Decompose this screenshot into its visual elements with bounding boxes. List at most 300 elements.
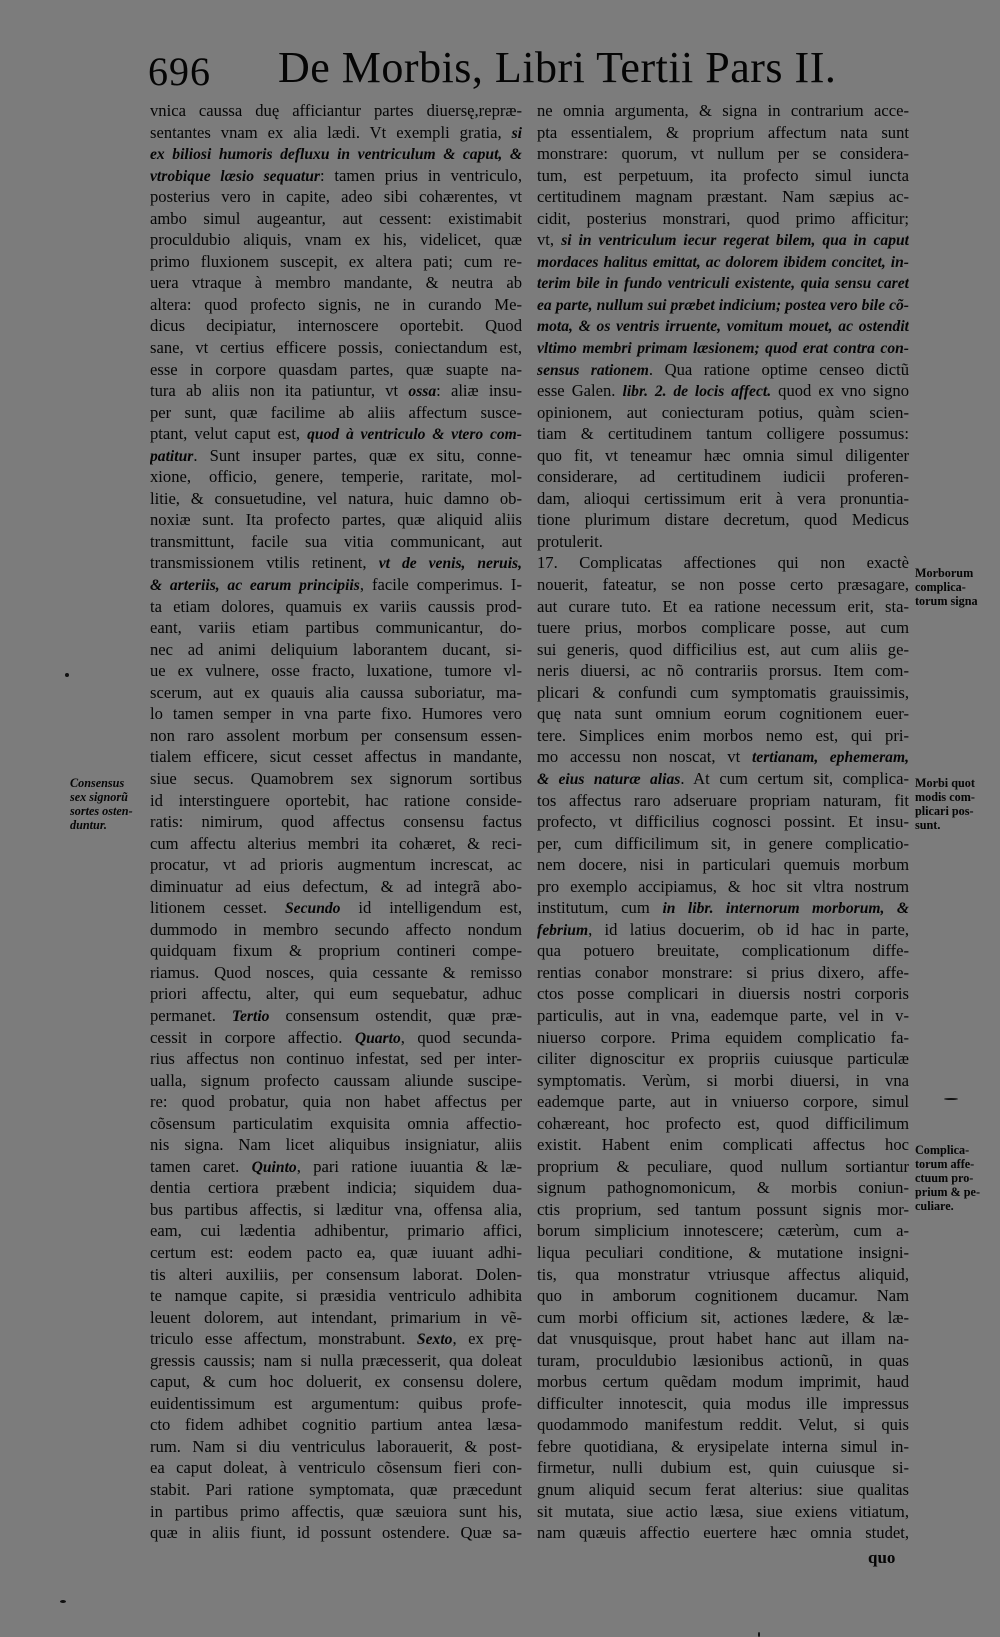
- text-segment: ptant, velut caput est,: [150, 424, 308, 444]
- text-line: [537, 1457, 909, 1479]
- left-column: [150, 100, 522, 1544]
- text-line: [537, 1134, 909, 1156]
- text-segment: tione plurimum distare decretum, quod Medicus: [537, 510, 909, 530]
- text-line: [150, 1501, 522, 1523]
- text-segment: & eius naturæ alias: [537, 770, 681, 788]
- text-line: [150, 1091, 522, 1113]
- margin-note-line: sortes osten-: [70, 804, 133, 818]
- text-segment: xione, officio, genere, temperie, raritate, mol-: [150, 467, 522, 487]
- text-line: [537, 359, 909, 381]
- text-segment: ta etiam dolores, quamuis ex variis caussis prod-: [150, 596, 522, 616]
- text-line: [150, 186, 522, 208]
- text-segment: transmittunt, facile sua vitia communicant, aut: [150, 531, 522, 551]
- text-line: [537, 1522, 909, 1544]
- text-segment: ctis proprium, sed tantum possunt signis mor-: [537, 1199, 909, 1219]
- text-segment: dummodo in membro secundo affecto nondum: [150, 919, 522, 939]
- text-segment: , quod secunda-: [400, 1027, 522, 1047]
- text-segment: Quarto: [354, 1029, 401, 1047]
- text-line: [150, 811, 522, 833]
- text-segment: ctos posse complicari in diuersis nostri corporis: [537, 984, 909, 1004]
- text-line: [537, 488, 909, 510]
- text-segment: cohæreant, hoc profecto est, quod difficilimum: [537, 1113, 909, 1133]
- text-segment: monstrare: quorum, vt nullum per se considera-: [537, 144, 909, 164]
- text-line: [537, 703, 909, 725]
- text-segment: vltimo membri primam læsionem; quod erat contra con-: [537, 340, 909, 358]
- text-segment: vtrobique læsio sequatur: [150, 167, 320, 185]
- text-line: [537, 208, 909, 230]
- text-line: [150, 596, 522, 618]
- text-segment: siue secus. Quamobrem sex signorum sortibus: [150, 768, 522, 788]
- text-segment: non raro assolent morbum per consensum essen-: [150, 725, 522, 745]
- text-segment: . At cum certum sit, complica-: [680, 768, 909, 788]
- text-segment: tum, est perpetuum, ita profecto simul iuncta: [537, 165, 909, 185]
- text-segment: tialem efficere, sicut cesset affectus in mandante,: [150, 747, 522, 767]
- margin-note-consensus: [70, 776, 150, 832]
- text-line: [150, 552, 522, 574]
- text-segment: febre quotidiana, & erysipelate interna simul in-: [537, 1436, 909, 1456]
- text-segment: pta essentialem, & proprium affectum nata sunt: [537, 122, 909, 142]
- text-segment: consensum ostendit, quæ præ-: [269, 1005, 522, 1025]
- text-line: [537, 531, 909, 553]
- text-line: [537, 294, 909, 316]
- text-line: [537, 100, 909, 122]
- text-line: [537, 1199, 909, 1221]
- text-line: [537, 509, 909, 531]
- text-line: [537, 768, 909, 790]
- text-line: [150, 639, 522, 661]
- text-line: [537, 746, 909, 768]
- margin-note-line: Consensus: [70, 776, 125, 790]
- text-line: [150, 617, 522, 639]
- text-line: [537, 596, 909, 618]
- text-line: [150, 660, 522, 682]
- margin-note-line: Morborum: [915, 566, 974, 580]
- text-segment: quidquam fixum & proprium contineri compe-: [150, 941, 522, 961]
- margin-note-line: modis com-: [915, 790, 975, 804]
- text-segment: permanet.: [150, 1005, 232, 1025]
- text-line: [150, 208, 522, 230]
- text-segment: transmissionem vtilis retinent,: [150, 553, 379, 573]
- text-segment: vnica caussa duę afficiantur partes diuersę,repræ-: [150, 101, 522, 120]
- text-segment: , ex prę-: [452, 1329, 522, 1349]
- text-segment: sane, vt certius efficere possis, coniectandum est,: [150, 338, 522, 358]
- text-segment: , facile comperimus. I-: [359, 575, 522, 595]
- text-line: [150, 1156, 522, 1178]
- text-segment: vt,: [537, 230, 562, 250]
- text-line: [537, 143, 909, 165]
- text-segment: ratis: nimirum, quod affectus consensu factus: [150, 812, 522, 832]
- margin-note-line: duntur.: [70, 818, 107, 832]
- text-line: [150, 380, 522, 402]
- text-segment: sui generis, quod difficilius est, aut cum aliis ge-: [537, 639, 909, 659]
- text-line: [150, 983, 522, 1005]
- text-line: [150, 1479, 522, 1501]
- text-line: [150, 1027, 522, 1049]
- text-segment: , id latius docuerim, ob id hac in parte,: [588, 919, 909, 939]
- text-segment: cessit in corpore affectio.: [150, 1027, 355, 1047]
- text-line: [537, 574, 909, 596]
- text-segment: ciliter dignoscitur ex propriis cuiusque particulæ: [537, 1049, 909, 1069]
- text-segment: quæ in aliis fiunt, id possunt ostendere. Quæ sa-: [150, 1523, 522, 1543]
- text-segment: certitudinem magnam præstant. Nam sæpius ac-: [537, 187, 909, 207]
- text-line: [150, 509, 522, 531]
- text-line: [150, 703, 522, 725]
- text-line: [150, 790, 522, 812]
- text-line: [150, 337, 522, 359]
- text-line: [537, 229, 909, 251]
- text-segment: gressis caussis; nam si nulla præcesserit, qua doleat: [150, 1350, 522, 1370]
- text-line: [150, 919, 522, 941]
- ink-speck: [944, 1098, 958, 1100]
- text-segment: altera: quod profecto signis, ne in curando Me-: [150, 294, 522, 314]
- text-segment: & arteriis, ac earum principiis: [150, 577, 360, 595]
- text-segment: quo fit, vt teneamur hæc omnia simul diligenter: [537, 445, 909, 465]
- text-line: [537, 1156, 909, 1178]
- text-segment: diminuatur ad eius defectum, & ad integrã abo-: [150, 876, 522, 896]
- text-line: [150, 682, 522, 704]
- text-segment: rentias conabor monstrare: si prius dixero, affe-: [537, 962, 909, 982]
- text-segment: priori affectu, alter, qui eum sequebatur, adhuc: [150, 984, 522, 1004]
- text-line: [537, 445, 909, 467]
- text-line: [150, 1199, 522, 1221]
- text-segment: gnum aliquid secum ferat alterius: siue qualitas: [537, 1480, 909, 1499]
- text-segment: eam, cui lædentia adhibentur, primario affici,: [150, 1221, 522, 1241]
- text-segment: caput, & cum hoc doluerit, ex consensu dolere,: [150, 1372, 522, 1392]
- text-segment: patitur: [150, 447, 194, 465]
- margin-note-morbi-quot: [915, 776, 997, 832]
- text-segment: difficulter innotescit, quia modus ille impressus: [537, 1393, 909, 1413]
- text-line: [150, 466, 522, 488]
- text-line: [537, 617, 909, 639]
- text-line: [150, 1393, 522, 1415]
- text-line: [150, 1436, 522, 1458]
- text-line: [150, 1350, 522, 1372]
- text-segment: quę nata sunt omnium eorum cognitionem euer-: [537, 704, 909, 724]
- text-segment: per sunt, quæ facilime ab aliis affectum susce-: [150, 402, 522, 422]
- text-segment: cum affectu alterius membri ita cohæret, & reci-: [150, 833, 522, 853]
- text-line: [150, 122, 522, 144]
- text-segment: Sexto: [416, 1331, 453, 1349]
- text-line: [537, 660, 909, 682]
- text-line: [537, 1242, 909, 1264]
- text-line: [150, 1070, 522, 1092]
- text-segment: : tamen prius in ventriculo,: [319, 165, 522, 185]
- text-line: [150, 1048, 522, 1070]
- ink-speck: [60, 1600, 66, 1603]
- text-segment: libr. 2. de locis affect.: [622, 383, 772, 401]
- text-segment: ossa: [408, 383, 437, 401]
- text-line: [537, 272, 909, 294]
- text-segment: noxiæ sunt. Ita profecto partes, quæ aliquid aliis: [150, 510, 522, 530]
- text-segment: Tertio: [231, 1007, 270, 1025]
- text-line: [537, 1027, 909, 1049]
- text-segment: Secundo: [285, 900, 341, 918]
- text-line: [537, 1479, 909, 1501]
- text-line: [537, 1177, 909, 1199]
- text-line: [150, 833, 522, 855]
- text-line: [537, 1113, 909, 1135]
- page-number: 696: [148, 49, 211, 94]
- text-segment: cõsensum particulatim exquisita omnia affectio-: [150, 1113, 522, 1133]
- margin-note-line: Morbi quot: [915, 776, 975, 790]
- margin-note-line: plicari pos-: [915, 804, 974, 818]
- text-line: [150, 1177, 522, 1199]
- margin-note-complicatorum: [915, 1143, 997, 1213]
- text-segment: Quinto: [251, 1158, 297, 1176]
- text-line: [537, 897, 909, 919]
- text-line: [150, 445, 522, 467]
- text-segment: dam, alioqui certissimum erit à vera pronuntia-: [537, 488, 909, 508]
- text-segment: eademque parte, aut in vniuerso corpore, simul: [537, 1092, 909, 1112]
- text-segment: tis, qua monstratur vtriusque affectus aliquid,: [537, 1264, 909, 1284]
- text-segment: scerum, aut ex quauis alia caussa suboriatur, ma-: [150, 682, 522, 702]
- text-segment: febrium: [537, 921, 589, 939]
- text-segment: tertianam, ephemeram,: [751, 749, 909, 767]
- text-segment: euidentissimum est argumentum: quibus profe-: [150, 1393, 522, 1413]
- text-line: [150, 1457, 522, 1479]
- text-segment: tis alteri auxiliis, per consensum laborat. Dolen-: [150, 1264, 522, 1284]
- text-segment: primo fluxionem suscepit, ex altera pati; cum re-: [150, 251, 522, 271]
- text-segment: in libr. internorum morborum, &: [662, 900, 909, 918]
- text-segment: neris diuersi, ac nõ contrariis prorsus. Item com-: [537, 661, 909, 681]
- text-line: [537, 402, 909, 424]
- text-segment: nouerit, fateatur, se non posse certo præsagare,: [537, 575, 909, 595]
- text-segment: rius affectus non continuo infestat, sed per inter-: [150, 1049, 522, 1069]
- text-segment: tos affectus raro adseruare propriam naturam, fit: [537, 790, 909, 810]
- text-segment: quo in amborum cognitionem ducamur. Nam: [537, 1286, 909, 1306]
- text-segment: mordaces halitus emittat, ac dolorem ibidem concitet, in-: [537, 253, 909, 271]
- text-segment: liqua peculiari conditione, & mutatione insigni-: [537, 1242, 909, 1262]
- text-line: [537, 1371, 909, 1393]
- text-segment: ea caput doleat, à ventriculo cõsensum fieri con-: [150, 1458, 522, 1478]
- text-line: [537, 833, 909, 855]
- text-segment: ue ex vulnere, osse fracto, luxatione, tumore vl-: [150, 661, 522, 681]
- margin-note-morborum: [915, 566, 997, 608]
- text-segment: nam quæuis affectio euertere hæc omnia studet,: [537, 1523, 909, 1543]
- text-segment: per, cum difficilimum sit, in genere complicatio-: [537, 833, 909, 853]
- text-segment: posterius vero in capite, adeo sibi cohærentes, vt: [150, 187, 522, 207]
- text-line: [537, 1436, 909, 1458]
- text-line: [150, 315, 522, 337]
- text-line: [150, 359, 522, 381]
- text-line: [537, 165, 909, 187]
- text-line: [537, 1070, 909, 1092]
- text-segment: id interstinguere oportebit, hac ratione conside-: [150, 790, 522, 810]
- text-segment: quod ex vno signo: [771, 381, 909, 401]
- text-line: [150, 294, 522, 316]
- text-line: [150, 876, 522, 898]
- text-segment: certum est: eodem pacto ea, quæ iuuant adhi-: [150, 1242, 522, 1262]
- text-segment: : aliæ insu-: [436, 381, 522, 401]
- text-segment: litie, & consuetudine, vel natura, huic damno ob-: [150, 488, 522, 508]
- text-segment: stabit. Pari ratione symptomata, quæ præcedunt: [150, 1480, 522, 1499]
- text-line: [150, 1113, 522, 1135]
- text-line: [150, 100, 522, 122]
- catchword: quo: [868, 1548, 896, 1567]
- text-segment: terim bile in fundo ventriculi existente, quia sensu caret: [537, 275, 909, 293]
- text-line: [150, 143, 522, 165]
- text-segment: quodammodo manifestum reddit. Velut, si quis: [537, 1415, 909, 1435]
- margin-note-line: ctuum pro-: [915, 1171, 974, 1185]
- text-segment: ex biliosi humoris defluxu in ventriculum & caput, &: [150, 146, 522, 164]
- text-segment: ualla, signum profecto caussam aliunde suscipe-: [150, 1070, 522, 1090]
- text-segment: proculdubio aliquis, vnam ex his, videlicet, quæ: [150, 230, 522, 250]
- text-segment: existit. Habent enim complicati affectus hoc: [537, 1135, 909, 1155]
- margin-note-line: Complica-: [915, 1143, 970, 1157]
- text-segment: qua potuero breuitate, complicationum diffe-: [537, 941, 909, 961]
- margin-note-line: sunt.: [915, 818, 941, 832]
- text-segment: proprium & peculiare, quod nullum sortiantur: [537, 1156, 909, 1176]
- text-segment: uera vtraque à membro mandante, & neutra ab: [150, 273, 522, 293]
- text-line: [150, 531, 522, 553]
- text-line: [150, 1328, 522, 1350]
- text-line: [150, 746, 522, 768]
- text-segment: mota, & os ventris irruente, vomitum mouet, ac ostendit: [537, 318, 909, 336]
- text-segment: sensus rationem: [537, 361, 649, 379]
- text-segment: aut curare tuto. Et ea ratione necessum erit, sta-: [537, 596, 909, 616]
- text-segment: tuere prius, morbos complicare posse, aut cum: [537, 618, 909, 638]
- text-segment: vt de venis, neruis,: [378, 555, 522, 573]
- text-segment: re: quod probatur, quia non habet affectus per: [150, 1092, 522, 1112]
- text-segment: cto fidem adhibet cognitio partium antea læsa-: [150, 1415, 522, 1435]
- text-line: [537, 1091, 909, 1113]
- text-line: [150, 1264, 522, 1286]
- text-line: [537, 251, 909, 273]
- text-segment: lo tamen semper in vna parte fixo. Humores vero: [150, 704, 522, 724]
- text-segment: particulis, aut in vna, eademque parte, vel in v-: [537, 1005, 909, 1025]
- text-line: [150, 1522, 522, 1544]
- text-line: [537, 1285, 909, 1307]
- text-line: [537, 1048, 909, 1070]
- text-segment: morbus certum quẽdam modum imprimit, haud: [537, 1372, 909, 1392]
- text-line: [150, 574, 522, 596]
- margin-note-line: torum signa: [915, 594, 978, 608]
- text-segment: esse Galen.: [537, 381, 623, 401]
- text-line: [150, 1134, 522, 1156]
- text-line: [537, 725, 909, 747]
- ink-speck: [758, 1632, 760, 1637]
- text-segment: protulerit.: [537, 531, 603, 551]
- text-segment: eant, variis etiam partibus communicantur, do-: [150, 618, 522, 638]
- text-line: [537, 423, 909, 445]
- text-line: [150, 423, 522, 445]
- text-segment: in partibus primo affectis, quæ sæuiora sunt his,: [150, 1501, 522, 1521]
- text-segment: firmetur, nulli dubium est, quin cuiusque si-: [537, 1458, 909, 1478]
- text-line: [150, 1307, 522, 1329]
- text-line: [537, 186, 909, 208]
- text-segment: si in ventriculum iecur regerat bilem, qua in caput: [561, 232, 909, 250]
- text-segment: mo accessu non noscat, vt: [537, 747, 752, 767]
- text-segment: bus partibus affectis, si læditur vna, offensa alia,: [150, 1199, 522, 1219]
- text-segment: rum. Nam si diu ventriculus laborauerit, & post-: [150, 1436, 522, 1456]
- text-line: [537, 122, 909, 144]
- text-segment: pro exemplo accipiamus, & hoc sit vltra nostrum: [537, 876, 909, 896]
- text-segment: sentantes vnam ex alia lædi. Vt exempli gratia,: [150, 122, 512, 142]
- text-segment: riamus. Quod nosces, quia cessante & remisso: [150, 962, 522, 982]
- text-line: [537, 854, 909, 876]
- text-segment: plicari & confundi cum symptomatis grauissimis,: [537, 682, 909, 702]
- text-segment: tamen caret.: [150, 1156, 252, 1176]
- text-line: [150, 402, 522, 424]
- text-segment: cum morbi officium sit, actiones lædere, & læ-: [537, 1307, 909, 1327]
- text-segment: dat vnusquisque, prout habet hanc aut illam na-: [537, 1329, 909, 1349]
- text-line: [537, 1414, 909, 1436]
- margin-note-line: sex signorũ: [70, 790, 128, 804]
- text-line: [150, 1414, 522, 1436]
- text-line: [150, 272, 522, 294]
- text-segment: id intelligendum est,: [340, 898, 522, 918]
- text-line: [150, 1371, 522, 1393]
- margin-note-line: culiare.: [915, 1199, 954, 1213]
- text-segment: si: [511, 124, 522, 142]
- text-segment: tere. Simplices enim morbos nemo est, qui pri-: [537, 725, 909, 745]
- text-line: [150, 897, 522, 919]
- text-segment: te namque capite, si præsidia ventriculo adhibita: [150, 1286, 522, 1306]
- text-segment: tura ab aliis non ita patiuntur, vt: [150, 381, 409, 401]
- text-line: [537, 1501, 909, 1523]
- text-line: [537, 1393, 909, 1415]
- text-line: [150, 1005, 522, 1027]
- text-segment: esse in corpore quasdam partes, quæ suapte na-: [150, 359, 522, 379]
- text-line: [150, 854, 522, 876]
- text-line: [150, 1285, 522, 1307]
- text-segment: signum pathognomonicum, & morbis coniun-: [537, 1178, 909, 1198]
- text-line: [150, 768, 522, 790]
- text-segment: dentia certiora præbent indicia; siquidem dua-: [150, 1178, 522, 1198]
- text-segment: symptomatis. Verùm, si morbi diuersi, in vna: [537, 1070, 909, 1090]
- text-line: [150, 1242, 522, 1264]
- text-segment: 17. Complicatas affectiones qui non exactè: [537, 553, 909, 573]
- text-line: [537, 1264, 909, 1286]
- text-segment: cidit, posterius monstrari, quod primo afficitur;: [537, 208, 909, 228]
- text-line: [537, 1220, 909, 1242]
- text-segment: nem docere, nisi in particulari quemuis morbum: [537, 855, 909, 875]
- ink-speck: [65, 673, 69, 677]
- text-segment: ne omnia argumenta, & signa in contrarium acce-: [537, 101, 909, 120]
- text-line: [537, 682, 909, 704]
- text-segment: profecto, vt difficilius cognosci possint. Et insu-: [537, 812, 909, 832]
- text-line: [537, 1328, 909, 1350]
- text-line: [150, 165, 522, 187]
- text-line: [150, 251, 522, 273]
- right-column: [537, 100, 909, 1544]
- text-line: [537, 876, 909, 898]
- page-header: [148, 42, 908, 102]
- text-line: [537, 811, 909, 833]
- text-line: [537, 919, 909, 941]
- text-segment: nec ad animi deliquium laborantem ducant, si-: [150, 639, 522, 659]
- text-line: [537, 1005, 909, 1027]
- text-line: [537, 1307, 909, 1329]
- text-line: [537, 940, 909, 962]
- text-segment: considerare, ad certitudinem iudicii proferen-: [537, 467, 909, 487]
- text-segment: turam, proculdubio læsionibus actionũ, in quas: [537, 1350, 909, 1370]
- text-segment: , pari ratione iuuantia & læ-: [296, 1156, 522, 1176]
- text-line: [537, 315, 909, 337]
- text-segment: litionem cesset.: [150, 898, 285, 918]
- text-line: [537, 983, 909, 1005]
- text-line: [537, 790, 909, 812]
- text-line: [150, 229, 522, 251]
- text-segment: ea parte, nullum sui præbet indicium; postea vero bile cõ-: [537, 296, 909, 314]
- text-segment: niuerso corpore. Prima equidem complicatio fa-: [537, 1027, 909, 1047]
- text-line: [537, 466, 909, 488]
- text-segment: procatur, vt ad prioris augmentum increscat, ac: [150, 855, 522, 875]
- text-segment: borum simplicium innotescere; cæterùm, cum a-: [537, 1221, 909, 1241]
- text-segment: nis signa. Nam licet aliquibus insigniatur, aliis: [150, 1135, 522, 1155]
- text-line: [537, 337, 909, 359]
- text-segment: leuent dolorem, aut intendant, primarium in vẽ-: [150, 1307, 522, 1327]
